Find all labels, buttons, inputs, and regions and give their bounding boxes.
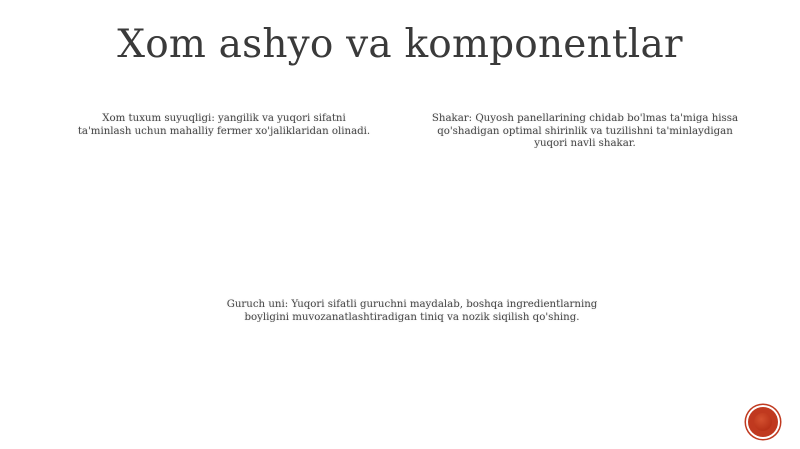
text-block-rice-flour: Guruch uni: Yuqori sifatli guruchni maydalab, boshqa ingredientlarning boyligini muvozanatlashtiradigan tiniq va nozik siqilish qo'shing. <box>226 299 598 323</box>
text-block-sugar: Shakar: Quyosh panellarining chidab bo'lmas ta'miga hissa qo'shadigan optimal shirinlik va tuzilishni ta'minlaydigan yuqori navli shakar. <box>431 113 739 149</box>
slide-title: Xom ashyo va komponentlar <box>117 22 683 67</box>
text-block-egg: Xom tuxum suyuqligi: yangilik va yuqori sifatni ta'minlash uchun mahalliy fermer xo'jaliklaridan olinadi. <box>77 113 371 137</box>
nav-circle-button[interactable] <box>748 407 778 437</box>
